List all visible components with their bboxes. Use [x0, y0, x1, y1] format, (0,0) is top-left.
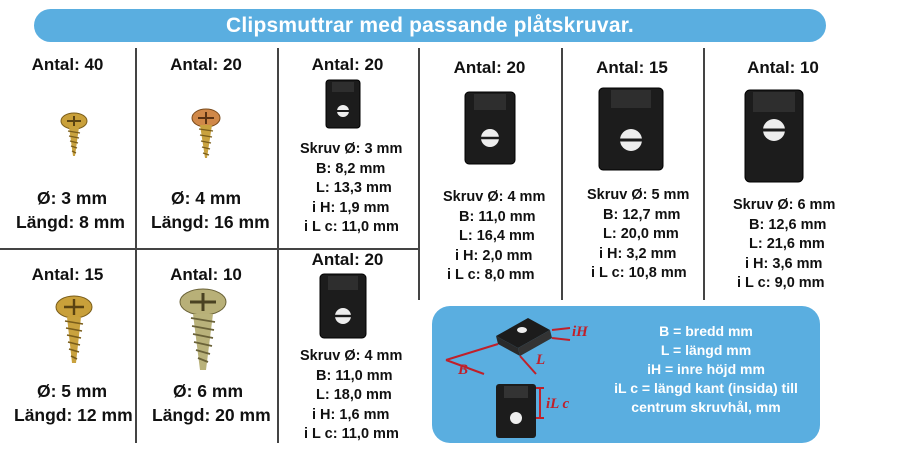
divider [418, 48, 420, 300]
divider [277, 48, 279, 443]
clip-5-count: Antal: 10 [747, 58, 819, 77]
screw-3-length: Längd: 12 mm [14, 405, 133, 425]
clip-1-specs: Skruv Ø: 3 mm B: 8,2 mm L: 13,3 mm i H: 1,9 mm i L c: 11,0 mm [300, 141, 403, 235]
legend-text [606, 322, 806, 417]
screw-4-diameter: Ø: 6 mm [173, 381, 244, 401]
divider [561, 48, 563, 300]
clip-4-specs: Skruv Ø: 5 mm B: 12,7 mm L: 20,0 mm i H: 3,2 mm i L c: 10,8 mm [587, 187, 690, 281]
screw-1-length: Längd: 8 mm [16, 212, 125, 232]
legend-line-l: L = längd mm [660, 342, 752, 358]
page-title: Clipsmuttrar med passande plåtskruvar. [226, 14, 634, 37]
screw-3mm-image [58, 112, 90, 160]
screw-4mm-image [188, 108, 224, 162]
clip-4-count: Antal: 15 [596, 58, 668, 77]
diagram-label-l: L [536, 352, 546, 368]
screw-3-count: Antal: 15 [31, 265, 104, 284]
clip-2-specs: Skruv Ø: 4 mm B: 11,0 mm L: 18,0 mm i H: 1,6 mm i L c: 11,0 mm [300, 348, 403, 442]
clip-nut-4mm-alt-image [463, 90, 517, 166]
clip-nut-4mm-image [318, 272, 368, 340]
diagram-label-ih: iH [572, 324, 588, 340]
clip-nut-3mm-image [325, 78, 361, 130]
screw-4-count: Antal: 10 [170, 265, 242, 284]
screw-3-diameter: Ø: 5 mm [37, 381, 108, 401]
legend-line-b: B = bredd mm [659, 323, 753, 339]
screw-2-count: Antal: 20 [170, 55, 242, 74]
screw-5mm-image [52, 295, 96, 367]
screw-4-length: Längd: 20 mm [152, 405, 271, 425]
screw-1-diameter: Ø: 3 mm [37, 188, 108, 208]
screw-2-diameter: Ø: 4 mm [171, 188, 242, 208]
legend-line-ih: iH = inre höjd mm [647, 361, 765, 377]
screw-1-count: Antal: 40 [31, 55, 104, 74]
clip-3-count: Antal: 20 [453, 58, 526, 77]
clip-5-specs: Skruv Ø: 6 mm B: 12,6 mm L: 21,6 mm i H: 3,6 mm i L c: 9,0 mm [733, 197, 836, 291]
divider [135, 48, 137, 443]
clip-nut-6mm-image [743, 88, 805, 184]
clip-2-count: Antal: 20 [311, 250, 384, 269]
clip-nut-5mm-image [597, 86, 665, 172]
screw-2-length: Längd: 16 mm [151, 212, 270, 232]
clip-3-specs: Skruv Ø: 4 mm B: 11,0 mm L: 16,4 mm i H: 2,0 mm i L c: 8,0 mm [443, 189, 546, 283]
diagram-label-b: B [458, 362, 469, 378]
legend-line-ilc: iL c = längd kant (insida) till centrum skruvhål, mm [614, 380, 798, 415]
clip-dimension-diagram [436, 308, 606, 440]
divider [703, 48, 705, 300]
page-title-banner [34, 9, 826, 42]
diagram-label-ilc: iL c [546, 396, 570, 412]
screw-6mm-image [176, 288, 230, 374]
clip-1-count: Antal: 20 [311, 55, 384, 74]
